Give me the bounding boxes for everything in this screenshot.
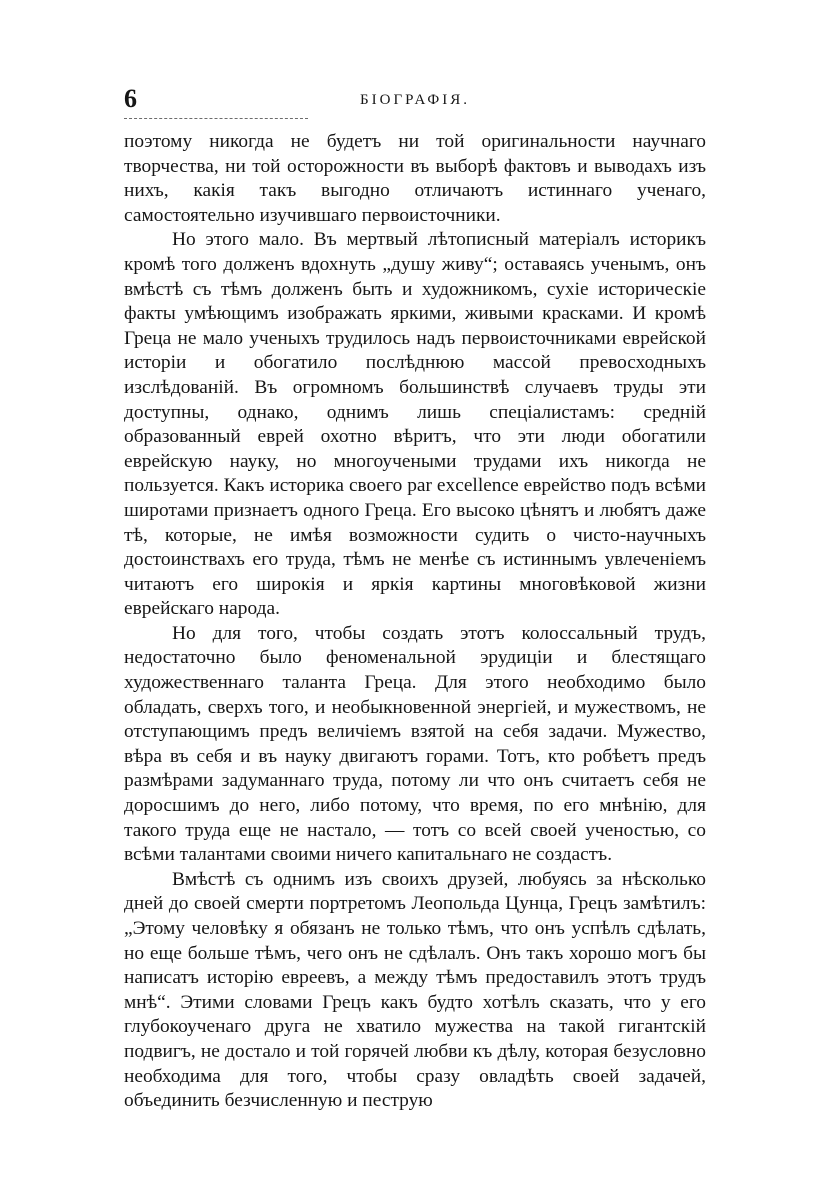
running-head: БІОГРАФІЯ. xyxy=(360,92,471,108)
paragraph-2: Но этого мало. Въ мертвый лѣтописный матеріалъ историкъ кромѣ того долженъ вдохнуть „душу живу“; оставаясь ученымъ, онъ вмѣстѣ съ тѣмъ долженъ быть и художникомъ, сухіе историческіе факты умѣющимъ изображать яркими, живыми красками. И кромѣ Греца не мало ученыхъ трудилось надъ первоисточниками еврейской исторіи и обогатило послѣднюю массой превосходныхъ изслѣдованій. Въ огромномъ большинствѣ случаевъ труды эти доступны, однако, однимъ лишь спеціалистамъ: средній образованный еврей охотно вѣритъ, что эти люди обогатили еврейскую науку, но многоучеными трудами ихъ никогда не пользуется. Какъ историка своего par excellence еврейство подъ всѣми широтами признаетъ одного Греца. Его высоко цѣнятъ и любятъ даже тѣ, которые, не имѣя возможности судить о чисто-научныхъ достоинствахъ его труда, тѣмъ не менѣе съ истиннымъ увлеченіемъ читаютъ его широкія и яркія картины многовѣковой жизни еврейскаго народа. xyxy=(124,229,706,620)
paragraph-3: Но для того, чтобы создать этотъ колоссальный трудъ, недостаточно было феноменальной эрудиціи и блестящаго художественнаго таланта Греца. Для этого необходимо было обладать, сверхъ того, и необыкновенной энергіей, и мужествомъ, не отступающимъ предъ величіемъ взятой на себя задачи. Мужество, вѣра въ себя и въ науку двигаютъ горами. Тотъ, кто робѣетъ предъ размѣрами задуманнаго труда, потому ли что онъ считаетъ себя не доросшимъ до него, либо потому, что время, по его мнѣнію, для такого труда еще не настало, — тотъ со всей своей ученостью, со всѣми талантами своими ничего капитальнаго не создастъ. xyxy=(124,622,706,866)
body-text xyxy=(124,130,706,1114)
page-number: 6 xyxy=(124,84,137,113)
page-header xyxy=(124,84,708,118)
paragraph-1: поэтому никогда не будетъ ни той оригинальности научнаго творчества, ни той осторожности въ выборѣ фактовъ и выводахъ изъ нихъ, какія такъ выгодно отличаютъ истиннаго ученаго, самостоятельно изучившаго первоисточники. xyxy=(124,131,706,226)
paragraph-4: Вмѣстѣ съ однимъ изъ своихъ друзей, любуясь за нѣсколько дней до своей смерти портретомъ Леопольда Цунца, Грецъ замѣтилъ: „Этому человѣку я обязанъ не только тѣмъ, что онъ успѣлъ сдѣлать, но еще больше тѣмъ, чего онъ не сдѣлалъ. Онъ такъ хорошо могъ бы написатъ исторію евреевъ, а между тѣмъ предоставилъ этотъ трудъ мнѣ“. Этими словами Грецъ какъ будто хотѣлъ сказать, что у его глубокоученаго друга не хватило мужества на такой гигантскій подвигъ, не достало и той горячей любви къ дѣлу, которая безусловно необходима для того, чтобы сразу овладѣть своей задачей, объединить безчисленную и пеструю xyxy=(124,868,706,1112)
header-rule xyxy=(124,118,308,119)
